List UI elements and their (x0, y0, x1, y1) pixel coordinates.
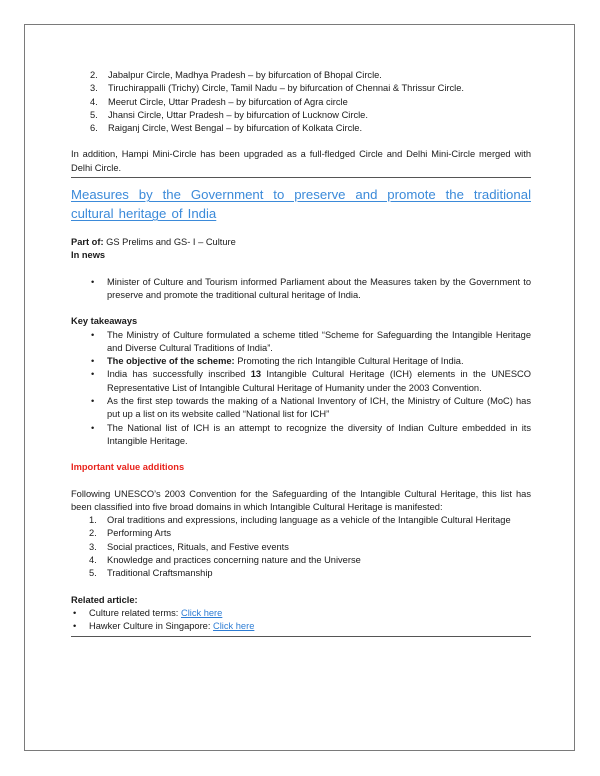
related-heading: Related article: (71, 594, 138, 605)
part-of-value: GS Prelims and GS- I – Culture (103, 237, 236, 248)
list-number: 3. (90, 83, 98, 94)
list-item (89, 567, 531, 580)
list-item (71, 607, 531, 620)
culture-terms-link[interactable]: Click here (180, 607, 223, 618)
list-text: The National list of ICH is an attempt to recognize the diversity of Indian Culture embedded in its Intangible Heritage. (107, 422, 531, 446)
list-number: 2. (89, 528, 97, 539)
list-text-pre: India has successfully inscribed (107, 369, 251, 380)
article-title[interactable]: Measures by the Government to preserve and promote the traditional cultural heritage of India (71, 187, 531, 222)
value-additions-heading: Important value additions (71, 462, 185, 473)
circles-list (71, 69, 531, 135)
in-news-heading: In news (71, 250, 106, 261)
value-additions-paragraph: Following UNESCO’s 2003 Convention for the Safeguarding of the Intangible Cultural Heritage, this list has been classified into five broad domains in which Intangible Cultural Heritage is manifested: (71, 488, 531, 512)
part-of-line (71, 236, 531, 249)
bullet-icon: • (91, 422, 95, 433)
bullet-icon: • (91, 276, 95, 287)
list-number: 1. (89, 515, 97, 526)
list-item (89, 554, 531, 567)
list-item (90, 109, 531, 122)
list-text: Oral traditions and expressions, including language as a vehicle of the Intangible Cultural Heritage (107, 515, 511, 526)
list-text: Raiganj Circle, West Bengal – by bifurcation of Kolkata Circle. (108, 123, 363, 134)
list-item (71, 355, 531, 368)
list-number: 4. (89, 555, 97, 566)
list-text: Meerut Circle, Uttar Pradesh – by bifurcation of Agra circle (108, 96, 348, 107)
list-text: Promoting the rich Intangible Cultural Heritage of India. (234, 356, 464, 367)
list-text: Traditional Craftsmanship (107, 568, 213, 579)
related-list (71, 607, 531, 634)
bullet-icon: • (91, 369, 95, 380)
list-text: Knowledge and practices concerning nature and the Universe (107, 555, 361, 566)
section-divider (71, 177, 531, 178)
list-text: Intangible Cultural Heritage (ICH) elements in the UNESCO Representative List of Intangible Cultural Heritage of Humanity under the 2003 Convention. (107, 369, 531, 393)
list-item (89, 514, 531, 527)
list-number: 5. (89, 568, 97, 579)
list-text: Jhansi Circle, Uttar Pradesh – by bifurcation of Lucknow Circle. (108, 109, 368, 120)
addition-paragraph: In addition, Hampi Mini-Circle has been upgraded as a full-fledged Circle and Delhi Mini-Circle merged with Delhi Circle. (71, 149, 531, 173)
list-number: 6. (90, 123, 98, 134)
list-item (71, 395, 531, 422)
bullet-icon: • (91, 329, 95, 340)
bullet-icon: • (73, 621, 77, 632)
bullet-icon: • (91, 396, 95, 407)
list-text: As the first step towards the making of a National Inventory of ICH, the Ministry of Culture (MoC) has put up a list on its website called “National list for ICH” (107, 396, 531, 420)
list-text: Jabalpur Circle, Madhya Pradesh – by bifurcation of Bhopal Circle. (108, 70, 382, 80)
list-text: Minister of Culture and Tourism informed Parliament about the Measures taken by the Government to preserve and promote the traditional cultural heritage of India. (107, 276, 531, 300)
list-text: The Ministry of Culture formulated a scheme titled “Scheme for Safeguarding the Intangible Heritage and Diverse Cultural Traditions of India”. (107, 329, 531, 353)
in-news-list (71, 276, 531, 303)
list-bold-lead: The objective of the scheme: (107, 356, 235, 367)
list-item (89, 541, 531, 554)
section-divider (71, 636, 531, 637)
list-item (90, 96, 531, 109)
list-item (71, 276, 531, 303)
bullet-icon: • (73, 607, 77, 618)
part-of-label: Part of: (71, 237, 104, 248)
key-takeaways-list (71, 329, 531, 449)
list-item (71, 620, 531, 633)
list-text: Performing Arts (107, 528, 172, 539)
domains-list (71, 514, 531, 580)
related-label: Hawker Culture in Singapore: (89, 621, 214, 632)
list-number: 3. (89, 541, 97, 552)
related-label: Culture related terms: (89, 607, 181, 618)
bullet-icon: • (91, 356, 95, 367)
list-item (71, 368, 531, 395)
list-bold-number: 13 (250, 369, 262, 380)
list-number: 2. (90, 70, 98, 80)
list-item (71, 422, 531, 449)
list-text: Tiruchirappalli (Trichy) Circle, Tamil Nadu – by bifurcation of Chennai & Thrissur Circle. (108, 83, 464, 94)
list-item (90, 82, 531, 95)
list-text: Social practices, Rituals, and Festive events (107, 541, 289, 552)
hawker-culture-link[interactable]: Click here (213, 621, 255, 632)
list-item (90, 69, 531, 82)
list-number: 5. (90, 109, 98, 120)
list-item (90, 122, 531, 135)
document-content (71, 69, 531, 637)
list-item (89, 527, 531, 540)
list-number: 4. (90, 96, 98, 107)
key-takeaways-heading: Key takeaways (71, 316, 138, 327)
list-item (71, 329, 531, 356)
